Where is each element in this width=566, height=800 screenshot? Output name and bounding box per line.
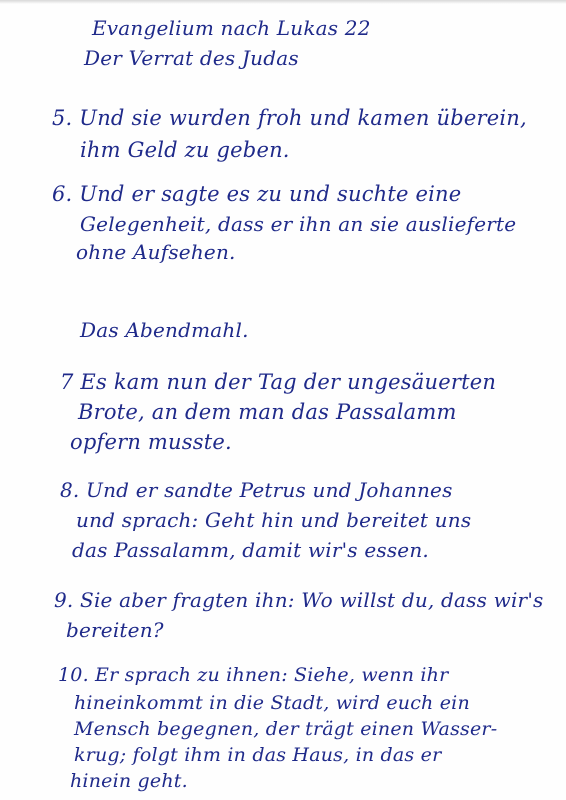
verse-5-line-2: ihm Geld zu geben. <box>80 138 290 162</box>
section-heading: Das Abendmahl. <box>80 318 249 342</box>
verse-6-line-1: 6. Und er sagte es zu und suchte eine <box>52 182 462 206</box>
verse-10-line-5: hinein geht. <box>70 770 188 792</box>
verse-10-line-3: Mensch begegnen, der trägt einen Wasser- <box>74 718 498 740</box>
verse-9-line-2: bereiten? <box>66 618 164 642</box>
verse-7-line-3: opfern musste. <box>70 430 232 454</box>
verse-10-line-1: 10. Er sprach zu ihnen: Siehe, wenn ihr <box>58 664 449 686</box>
verse-6-line-2: Gelegenheit, dass er ihn an sie auslieferte <box>80 212 517 236</box>
verse-7-line-1: 7 Es kam nun der Tag der ungesäuerten <box>60 370 497 394</box>
document-title: Evangelium nach Lukas 22 <box>92 16 371 40</box>
verse-10-line-4: krug; folgt ihm in das Haus, in das er <box>74 744 442 766</box>
verse-5-line-1: 5. Und sie wurden froh und kamen überein, <box>52 106 527 130</box>
verse-9-line-1: 9. Sie aber fragten ihn: Wo willst du, dass wir's <box>54 588 544 612</box>
verse-7-line-2: Brote, an dem man das Passalamm <box>78 400 457 424</box>
page-top-edge <box>0 0 566 4</box>
verse-10-line-2: hineinkommt in die Stadt, wird euch ein <box>74 692 470 714</box>
verse-8-line-2: und sprach: Geht hin und bereitet uns <box>76 508 472 532</box>
verse-8-line-1: 8. Und er sandte Petrus und Johannes <box>60 478 453 502</box>
document-subtitle: Der Verrat des Judas <box>84 46 299 70</box>
verse-6-line-3: ohne Aufsehen. <box>76 240 236 264</box>
verse-8-line-3: das Passalamm, damit wir's essen. <box>72 538 429 562</box>
